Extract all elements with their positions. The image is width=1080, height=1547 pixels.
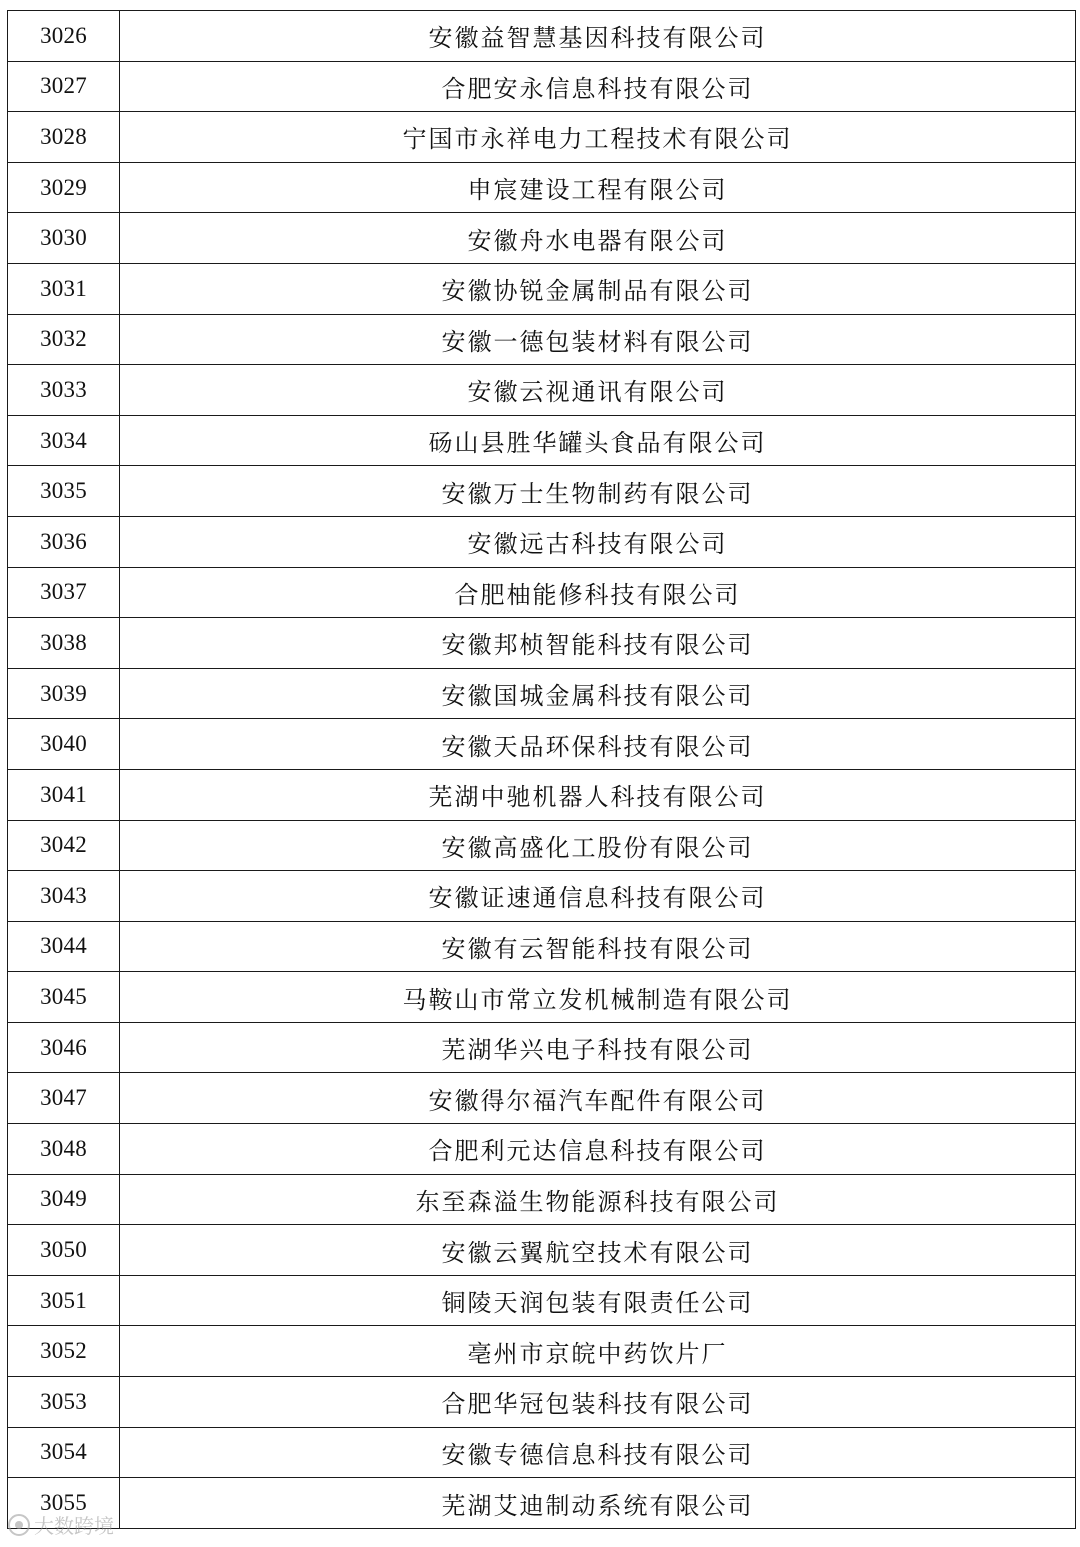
table-row: [8, 213, 1076, 264]
table-row: [8, 668, 1076, 719]
watermark-text: 大数跨境: [34, 1514, 114, 1538]
row-number: 3028: [8, 112, 120, 163]
row-number: 3042: [8, 820, 120, 871]
row-number: 3052: [8, 1326, 120, 1377]
company-name: 安徽天品环保科技有限公司: [120, 719, 1076, 770]
row-number: 3035: [8, 466, 120, 517]
table-row: [8, 1326, 1076, 1377]
table-row: [8, 263, 1076, 314]
company-name: 宁国市永祥电力工程技术有限公司: [120, 112, 1076, 163]
table-row: [8, 11, 1076, 62]
company-name: 合肥利元达信息科技有限公司: [120, 1124, 1076, 1175]
table-row: [8, 871, 1076, 922]
company-name: 安徽国城金属科技有限公司: [120, 668, 1076, 719]
table-row: [8, 618, 1076, 669]
table-row: [8, 972, 1076, 1023]
table-row: [8, 516, 1076, 567]
company-name: 安徽万士生物制药有限公司: [120, 466, 1076, 517]
table-row: [8, 769, 1076, 820]
company-name: 安徽舟水电器有限公司: [120, 213, 1076, 264]
company-name: 芜湖中驰机器人科技有限公司: [120, 769, 1076, 820]
company-name: 芜湖华兴电子科技有限公司: [120, 1022, 1076, 1073]
row-number: 3038: [8, 618, 120, 669]
table-body: [8, 11, 1076, 1529]
company-name: 申宸建设工程有限公司: [120, 162, 1076, 213]
company-name: 安徽得尔福汽车配件有限公司: [120, 1073, 1076, 1124]
table-row: [8, 1225, 1076, 1276]
company-name: 安徽益智慧基因科技有限公司: [120, 11, 1076, 62]
table-row: [8, 112, 1076, 163]
table-row: [8, 365, 1076, 416]
company-name: 亳州市京皖中药饮片厂: [120, 1326, 1076, 1377]
row-number: 3053: [8, 1377, 120, 1428]
company-name: 安徽云视通讯有限公司: [120, 365, 1076, 416]
row-number: 3032: [8, 314, 120, 365]
company-name: 东至森溢生物能源科技有限公司: [120, 1174, 1076, 1225]
table-row: [8, 415, 1076, 466]
row-number: 3039: [8, 668, 120, 719]
table-row: [8, 820, 1076, 871]
table-row: [8, 1478, 1076, 1529]
row-number: 3041: [8, 769, 120, 820]
company-name: 安徽远古科技有限公司: [120, 516, 1076, 567]
company-name: 合肥安永信息科技有限公司: [120, 61, 1076, 112]
table-row: [8, 1377, 1076, 1428]
table-row: [8, 61, 1076, 112]
company-table: [7, 10, 1076, 1529]
company-name: 安徽一德包装材料有限公司: [120, 314, 1076, 365]
row-number: 3043: [8, 871, 120, 922]
row-number: 3030: [8, 213, 120, 264]
company-name: 砀山县胜华罐头食品有限公司: [120, 415, 1076, 466]
table-row: [8, 1174, 1076, 1225]
row-number: 3034: [8, 415, 120, 466]
row-number: 3026: [8, 11, 120, 62]
table-row: [8, 314, 1076, 365]
company-name: 合肥华冠包装科技有限公司: [120, 1377, 1076, 1428]
row-number: 3046: [8, 1022, 120, 1073]
company-name: 合肥柚能修科技有限公司: [120, 567, 1076, 618]
table-row: [8, 921, 1076, 972]
row-number: 3031: [8, 263, 120, 314]
table-row: [8, 567, 1076, 618]
table-row: [8, 719, 1076, 770]
row-number: 3029: [8, 162, 120, 213]
company-name: 芜湖艾迪制动系统有限公司: [120, 1478, 1076, 1529]
row-number: 3049: [8, 1174, 120, 1225]
company-name: 安徽证速通信息科技有限公司: [120, 871, 1076, 922]
table-row: [8, 1124, 1076, 1175]
row-number: 3040: [8, 719, 120, 770]
company-table-container: [7, 10, 1076, 1529]
row-number: 3033: [8, 365, 120, 416]
row-number: 3054: [8, 1427, 120, 1478]
table-row: [8, 1022, 1076, 1073]
row-number: 3055: [8, 1478, 120, 1529]
row-number: 3048: [8, 1124, 120, 1175]
company-name: 安徽云翼航空技术有限公司: [120, 1225, 1076, 1276]
table-row: [8, 1275, 1076, 1326]
row-number: 3045: [8, 972, 120, 1023]
company-name: 铜陵天润包装有限责任公司: [120, 1275, 1076, 1326]
table-row: [8, 1073, 1076, 1124]
company-name: 安徽专德信息科技有限公司: [120, 1427, 1076, 1478]
row-number: 3036: [8, 516, 120, 567]
table-row: [8, 466, 1076, 517]
row-number: 3051: [8, 1275, 120, 1326]
row-number: 3047: [8, 1073, 120, 1124]
table-row: [8, 1427, 1076, 1478]
row-number: 3044: [8, 921, 120, 972]
company-name: 安徽邦桢智能科技有限公司: [120, 618, 1076, 669]
row-number: 3027: [8, 61, 120, 112]
company-name: 安徽有云智能科技有限公司: [120, 921, 1076, 972]
table-row: [8, 162, 1076, 213]
row-number: 3050: [8, 1225, 120, 1276]
company-name: 安徽协锐金属制品有限公司: [120, 263, 1076, 314]
company-name: 安徽高盛化工股份有限公司: [120, 820, 1076, 871]
row-number: 3037: [8, 567, 120, 618]
company-name: 马鞍山市常立发机械制造有限公司: [120, 972, 1076, 1023]
